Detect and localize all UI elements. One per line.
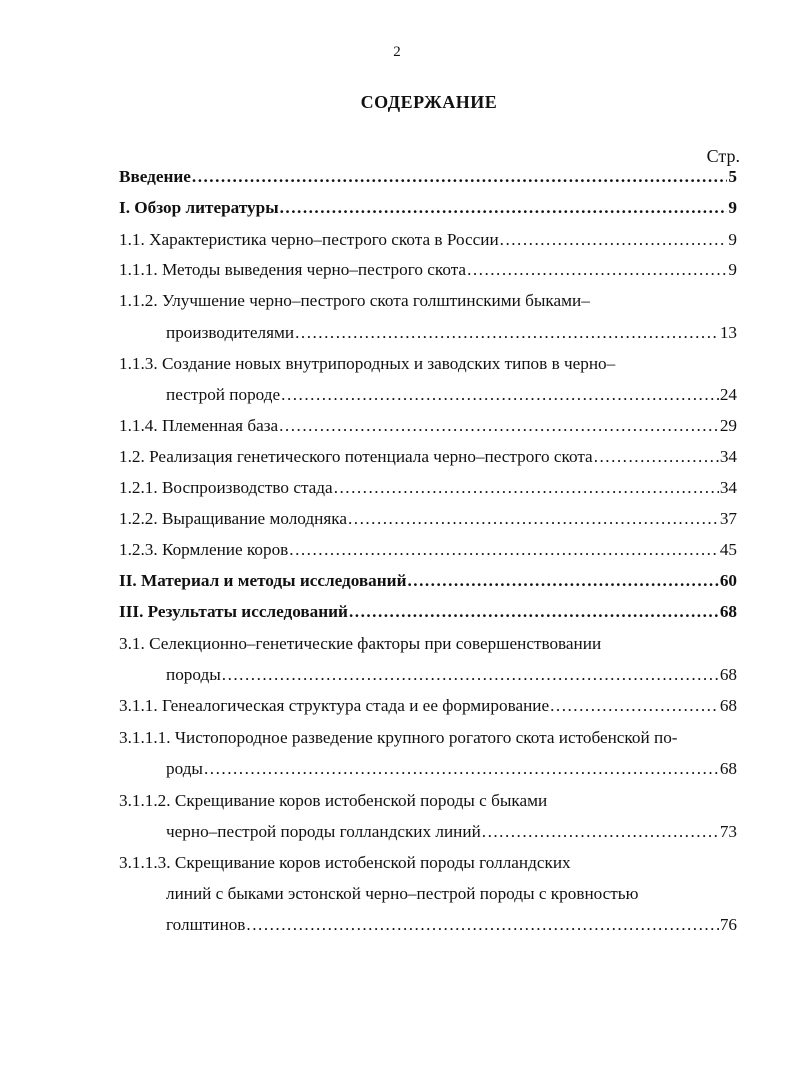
toc-entry-line: 3.1. Селекционно–генетические факторы при совершенствовании [119, 634, 602, 653]
toc-entry-line: 1.1.2. Улучшение черно–пестрого скота голштинскими быками– [119, 291, 590, 310]
toc-entry[interactable]: производителями ..... 13 [166, 322, 737, 344]
toc-entry[interactable]: 1.2.3. Кормление коров ..... 45 [119, 539, 737, 561]
toc-entry[interactable]: Введение ..... 5 [119, 166, 737, 188]
toc-entry-line: 3.1.1.2. Скрещивание коров истобенской породы с быками [119, 791, 548, 810]
toc-entry[interactable]: 1.1. Характеристика черно–пестрого скота в России ..... 9 [119, 229, 737, 251]
toc-entry[interactable]: голштинов ..... 76 [166, 914, 737, 936]
page-number: 2 [393, 44, 401, 60]
toc-entry[interactable]: пестрой породе ..... 24 [166, 384, 737, 406]
toc-entry[interactable]: породы ..... 68 [166, 664, 737, 686]
page-title: СОДЕРЖАНИЕ [360, 92, 498, 112]
toc-entry[interactable]: 3.1.1. Генеалогическая структура стада и ее формирование ..... 68 [119, 695, 737, 717]
toc-entry-line: 3.1.1.1. Чистопородное разведение крупного рогатого скота истобенской по- [119, 728, 678, 747]
toc-entry[interactable]: 1.2.2. Выращивание молодняка ..... 37 [119, 508, 737, 530]
toc-entry[interactable]: 1.1.4. Племенная база ..... 29 [119, 415, 737, 437]
toc-entry[interactable]: роды ..... 68 [166, 758, 737, 780]
toc-entry[interactable]: I. Обзор литературы ..... 9 [119, 197, 737, 219]
toc-entry[interactable]: черно–пестрой породы голландских линий ..... 73 [166, 821, 737, 843]
toc-entry-line: 3.1.1.3. Скрещивание коров истобенской породы голландских [119, 853, 571, 872]
toc-entry[interactable]: II. Материал и методы исследований ..... 60 [119, 570, 737, 592]
toc-entry[interactable]: 1.1.1. Методы выведения черно–пестрого скота ..... 9 [119, 259, 737, 281]
toc-entry-line: линий с быками эстонской черно–пестрой породы с кровностью [166, 884, 639, 903]
toc-entry-line: 1.1.3. Создание новых внутрипородных и заводских типов в черно– [119, 354, 616, 373]
toc-entry[interactable]: III. Результаты исследований ..... 68 [119, 601, 737, 623]
toc-entry[interactable]: 1.2.1. Воспроизводство стада ..... 34 [119, 477, 737, 499]
toc-entry[interactable]: 1.2. Реализация генетического потенциала черно–пестрого скота ..... 34 [119, 446, 737, 468]
page-column-label: Стр. [706, 146, 740, 166]
